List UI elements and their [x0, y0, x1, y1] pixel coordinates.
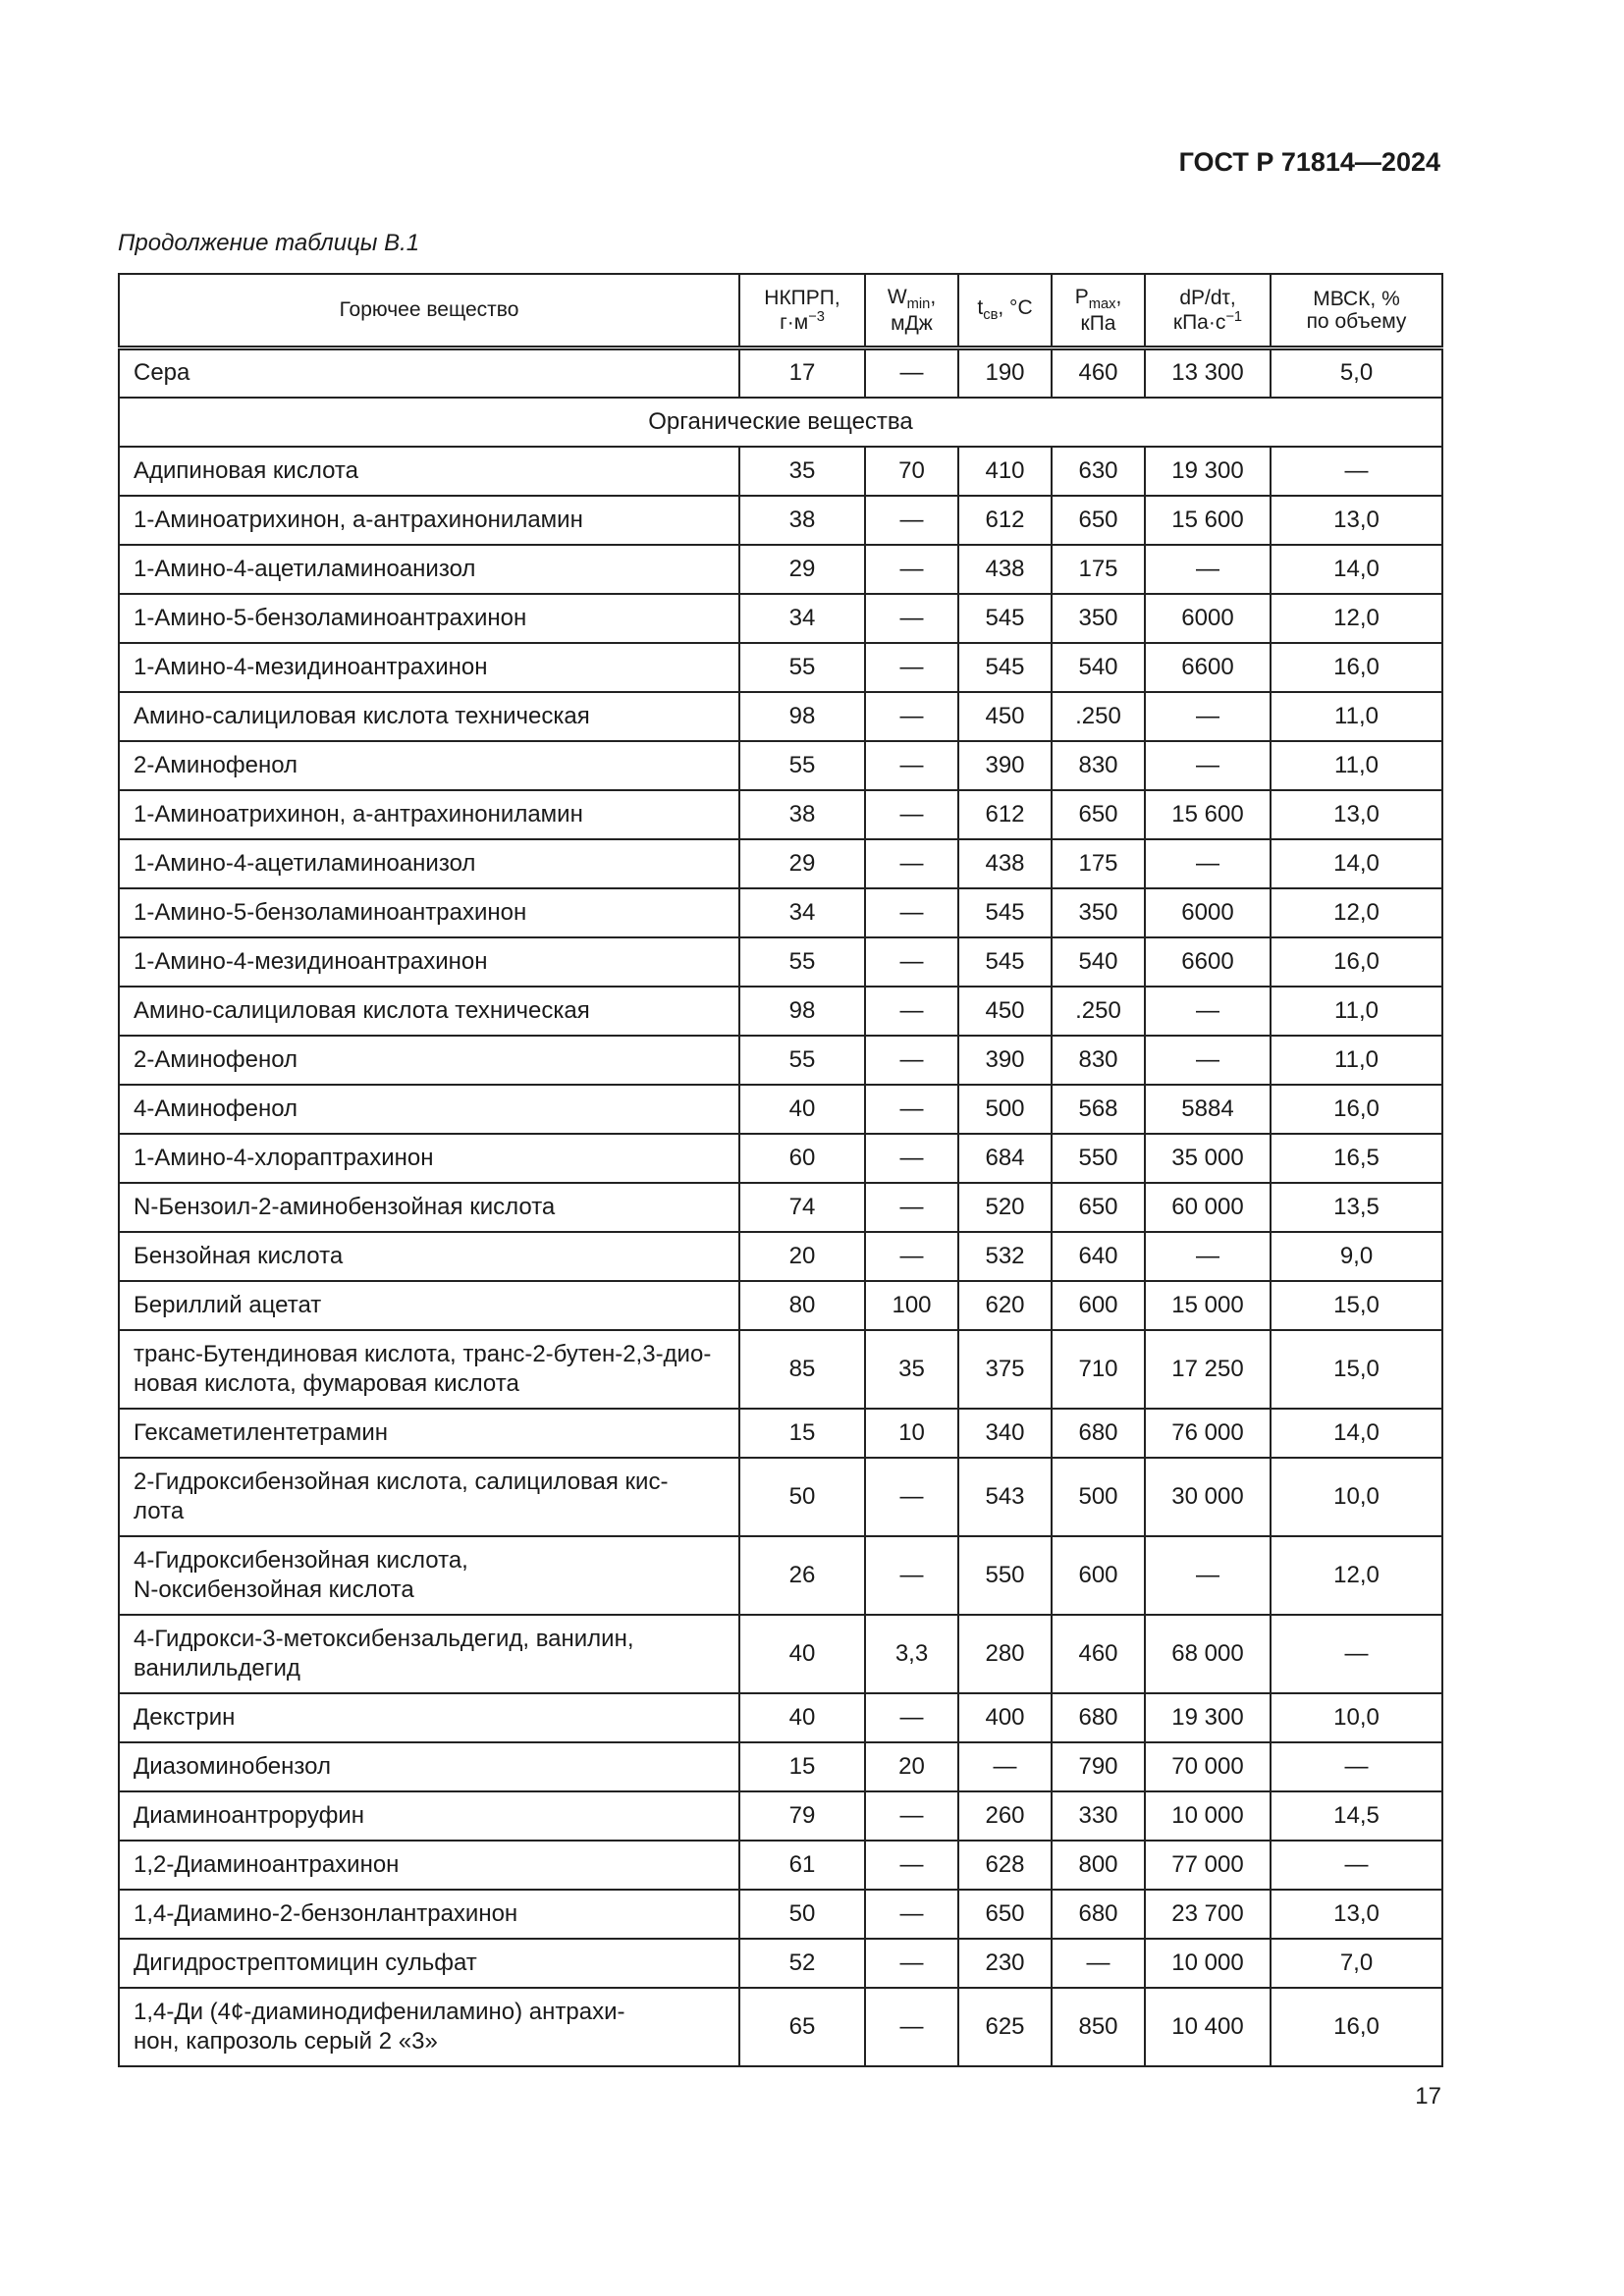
cell-mvsk: 13,0: [1271, 496, 1442, 545]
cell-pmax: 650: [1052, 790, 1145, 839]
cell-substance: 4-Гидрокси-3-метоксибензальдегид, ванилин, ванилильдегид: [119, 1615, 739, 1693]
cell-nkprp: 55: [739, 937, 865, 987]
cell-dpdt: 60 000: [1145, 1183, 1271, 1232]
cell-substance: Амино-салициловая кислота техническая: [119, 987, 739, 1036]
cell-wmin: —: [865, 1458, 958, 1536]
cell-pmax: .250: [1052, 692, 1145, 741]
cell-nkprp: 15: [739, 1409, 865, 1458]
cell-substance: 4-Аминофенол: [119, 1085, 739, 1134]
cell-tsv: 612: [958, 790, 1052, 839]
cell-mvsk: 15,0: [1271, 1281, 1442, 1330]
cell-wmin: 70: [865, 447, 958, 496]
cell-nkprp: 61: [739, 1841, 865, 1890]
cell-wmin: —: [865, 1232, 958, 1281]
cell-tsv: 450: [958, 987, 1052, 1036]
cell-substance: Гексаметилентетрамин: [119, 1409, 739, 1458]
section-row: [119, 398, 1442, 447]
cell-dpdt: 23 700: [1145, 1890, 1271, 1939]
cell-nkprp: 15: [739, 1742, 865, 1791]
cell-wmin: —: [865, 1791, 958, 1841]
cell-substance: 2-Аминофенол: [119, 1036, 739, 1085]
cell-tsv: 628: [958, 1841, 1052, 1890]
cell-dpdt: 68 000: [1145, 1615, 1271, 1693]
cell-tsv: 550: [958, 1536, 1052, 1615]
cell-dpdt: —: [1145, 545, 1271, 594]
cell-substance: Дигидрострептомицин сульфат: [119, 1939, 739, 1988]
cell-mvsk: 12,0: [1271, 1536, 1442, 1615]
table-row: [119, 1232, 1442, 1281]
table-row: [119, 1330, 1442, 1409]
cell-mvsk: 10,0: [1271, 1458, 1442, 1536]
cell-pmax: 710: [1052, 1330, 1145, 1409]
cell-dpdt: 15 000: [1145, 1281, 1271, 1330]
cell-substance: Бериллий ацетат: [119, 1281, 739, 1330]
cell-mvsk: 12,0: [1271, 888, 1442, 937]
table-row: [119, 1085, 1442, 1134]
table-row: [119, 348, 1442, 398]
cell-tsv: 543: [958, 1458, 1052, 1536]
table-row: [119, 1890, 1442, 1939]
cell-pmax: 680: [1052, 1890, 1145, 1939]
cell-substance: 1,2-Диаминоантрахинон: [119, 1841, 739, 1890]
col-header-mvsk: МВСК, % по объему: [1271, 274, 1442, 348]
cell-nkprp: 34: [739, 594, 865, 643]
cell-tsv: 400: [958, 1693, 1052, 1742]
cell-pmax: 330: [1052, 1791, 1145, 1841]
cell-nkprp: 35: [739, 447, 865, 496]
cell-tsv: 410: [958, 447, 1052, 496]
cell-nkprp: 65: [739, 1988, 865, 2066]
cell-mvsk: 13,0: [1271, 790, 1442, 839]
cell-mvsk: 14,0: [1271, 1409, 1442, 1458]
cell-substance: 2-Гидроксибензойная кислота, салициловая кис- лота: [119, 1458, 739, 1536]
cell-wmin: 10: [865, 1409, 958, 1458]
cell-tsv: —: [958, 1742, 1052, 1791]
cell-wmin: —: [865, 594, 958, 643]
cell-pmax: 460: [1052, 1615, 1145, 1693]
table-row: [119, 594, 1442, 643]
cell-tsv: 532: [958, 1232, 1052, 1281]
cell-dpdt: —: [1145, 839, 1271, 888]
cell-wmin: —: [865, 1183, 958, 1232]
cell-wmin: —: [865, 692, 958, 741]
cell-substance: 1-Амино-5-бензоламиноантрахинон: [119, 888, 739, 937]
cell-pmax: 830: [1052, 741, 1145, 790]
cell-dpdt: 30 000: [1145, 1458, 1271, 1536]
table-row: [119, 496, 1442, 545]
cell-pmax: 850: [1052, 1988, 1145, 2066]
cell-wmin: —: [865, 937, 958, 987]
table-row: [119, 1841, 1442, 1890]
cell-nkprp: 74: [739, 1183, 865, 1232]
cell-mvsk: —: [1271, 1742, 1442, 1791]
table-caption: Продолжение таблицы В.1: [118, 230, 420, 256]
cell-dpdt: 15 600: [1145, 790, 1271, 839]
cell-tsv: 545: [958, 888, 1052, 937]
table-row: [119, 1742, 1442, 1791]
cell-nkprp: 17: [739, 348, 865, 398]
cell-mvsk: 13,5: [1271, 1183, 1442, 1232]
cell-mvsk: 10,0: [1271, 1693, 1442, 1742]
cell-pmax: 640: [1052, 1232, 1145, 1281]
cell-pmax: 175: [1052, 545, 1145, 594]
cell-wmin: —: [865, 1693, 958, 1742]
cell-mvsk: 5,0: [1271, 348, 1442, 398]
cell-substance: 1-Амино-4-мезидиноантрахинон: [119, 643, 739, 692]
cell-tsv: 500: [958, 1085, 1052, 1134]
cell-dpdt: 6600: [1145, 643, 1271, 692]
cell-wmin: —: [865, 888, 958, 937]
cell-wmin: —: [865, 1036, 958, 1085]
cell-pmax: 500: [1052, 1458, 1145, 1536]
cell-tsv: 545: [958, 937, 1052, 987]
cell-wmin: —: [865, 741, 958, 790]
cell-wmin: —: [865, 1085, 958, 1134]
cell-tsv: 260: [958, 1791, 1052, 1841]
cell-pmax: 175: [1052, 839, 1145, 888]
cell-dpdt: —: [1145, 741, 1271, 790]
cell-mvsk: 14,0: [1271, 545, 1442, 594]
cell-nkprp: 50: [739, 1890, 865, 1939]
cell-nkprp: 38: [739, 790, 865, 839]
cell-pmax: 650: [1052, 1183, 1145, 1232]
cell-dpdt: 76 000: [1145, 1409, 1271, 1458]
page-number: 17: [1415, 2083, 1441, 2109]
cell-pmax: 568: [1052, 1085, 1145, 1134]
cell-wmin: —: [865, 496, 958, 545]
cell-pmax: 540: [1052, 643, 1145, 692]
cell-dpdt: 5884: [1145, 1085, 1271, 1134]
cell-nkprp: 52: [739, 1939, 865, 1988]
cell-dpdt: —: [1145, 692, 1271, 741]
cell-pmax: 800: [1052, 1841, 1145, 1890]
cell-wmin: —: [865, 1939, 958, 1988]
table-row: [119, 692, 1442, 741]
cell-dpdt: —: [1145, 1036, 1271, 1085]
cell-wmin: 3,3: [865, 1615, 958, 1693]
cell-dpdt: —: [1145, 1232, 1271, 1281]
cell-substance: 1,4-Ди (4¢-диаминодифениламино) антрахи- нон, капрозоль серый 2 «3»: [119, 1988, 739, 2066]
table-row: [119, 1988, 1442, 2066]
cell-mvsk: 12,0: [1271, 594, 1442, 643]
table-row: [119, 545, 1442, 594]
cell-tsv: 280: [958, 1615, 1052, 1693]
cell-mvsk: 11,0: [1271, 1036, 1442, 1085]
cell-substance: 1-Амино-4-ацетиламиноанизол: [119, 839, 739, 888]
table-row: [119, 839, 1442, 888]
cell-mvsk: —: [1271, 1615, 1442, 1693]
cell-nkprp: 60: [739, 1134, 865, 1183]
cell-nkprp: 34: [739, 888, 865, 937]
cell-dpdt: 19 300: [1145, 1693, 1271, 1742]
cell-tsv: 684: [958, 1134, 1052, 1183]
cell-nkprp: 79: [739, 1791, 865, 1841]
col-header-substance: Горючее вещество: [119, 274, 739, 348]
cell-pmax: 680: [1052, 1693, 1145, 1742]
table-row: [119, 741, 1442, 790]
cell-substance: 1-Аминоатрихинон, а-антрахинониламин: [119, 496, 739, 545]
cell-wmin: —: [865, 839, 958, 888]
cell-wmin: 100: [865, 1281, 958, 1330]
cell-pmax: 460: [1052, 348, 1145, 398]
cell-tsv: 438: [958, 839, 1052, 888]
cell-tsv: 625: [958, 1988, 1052, 2066]
cell-wmin: —: [865, 790, 958, 839]
cell-tsv: 450: [958, 692, 1052, 741]
cell-mvsk: 14,5: [1271, 1791, 1442, 1841]
cell-nkprp: 20: [739, 1232, 865, 1281]
col-header-wmin: $W_{min}$, мДж: [865, 274, 958, 348]
cell-wmin: —: [865, 348, 958, 398]
cell-substance: Диаминоантроруфин: [119, 1791, 739, 1841]
cell-nkprp: 85: [739, 1330, 865, 1409]
cell-pmax: —: [1052, 1939, 1145, 1988]
table-row: [119, 987, 1442, 1036]
table-row: [119, 447, 1442, 496]
data-table: [118, 273, 1443, 2067]
cell-wmin: 35: [865, 1330, 958, 1409]
cell-nkprp: 98: [739, 692, 865, 741]
cell-mvsk: 13,0: [1271, 1890, 1442, 1939]
cell-pmax: 350: [1052, 594, 1145, 643]
table-header-row: [119, 274, 1442, 348]
cell-tsv: 545: [958, 594, 1052, 643]
cell-dpdt: 19 300: [1145, 447, 1271, 496]
cell-substance: 1-Амино-4-ацетиламиноанизол: [119, 545, 739, 594]
cell-dpdt: 10 000: [1145, 1939, 1271, 1988]
table-row: [119, 1693, 1442, 1742]
cell-mvsk: 14,0: [1271, 839, 1442, 888]
cell-mvsk: 7,0: [1271, 1939, 1442, 1988]
cell-pmax: 550: [1052, 1134, 1145, 1183]
cell-tsv: 520: [958, 1183, 1052, 1232]
col-header-nkprp: НКПРП, $г\cdot м^{-3}$: [739, 274, 865, 348]
cell-tsv: 390: [958, 1036, 1052, 1085]
cell-tsv: 620: [958, 1281, 1052, 1330]
table-row: [119, 888, 1442, 937]
cell-dpdt: 6000: [1145, 594, 1271, 643]
table-row: [119, 1939, 1442, 1988]
cell-nkprp: 40: [739, 1085, 865, 1134]
cell-tsv: 612: [958, 496, 1052, 545]
cell-mvsk: 11,0: [1271, 987, 1442, 1036]
cell-tsv: 545: [958, 643, 1052, 692]
cell-mvsk: 16,0: [1271, 1085, 1442, 1134]
cell-pmax: 680: [1052, 1409, 1145, 1458]
cell-substance: Бензойная кислота: [119, 1232, 739, 1281]
cell-nkprp: 26: [739, 1536, 865, 1615]
cell-dpdt: 77 000: [1145, 1841, 1271, 1890]
cell-substance: 4-Гидроксибензойная кислота, N-оксибензойная кислота: [119, 1536, 739, 1615]
section-label: Органические вещества: [119, 398, 1442, 447]
cell-tsv: 375: [958, 1330, 1052, 1409]
cell-substance: 1-Амино-5-бензоламиноантрахинон: [119, 594, 739, 643]
standard-code: ГОСТ Р 71814—2024: [1178, 147, 1440, 177]
cell-mvsk: 16,0: [1271, 1988, 1442, 2066]
cell-wmin: —: [865, 1134, 958, 1183]
cell-mvsk: 11,0: [1271, 741, 1442, 790]
cell-substance: 1-Амино-4-хлораптрахинон: [119, 1134, 739, 1183]
table-row: [119, 1615, 1442, 1693]
cell-substance: Адипиновая кислота: [119, 447, 739, 496]
cell-mvsk: 16,0: [1271, 937, 1442, 987]
col-header-tsv: $t_{св}$, °C: [958, 274, 1052, 348]
table-row: [119, 1536, 1442, 1615]
cell-dpdt: 10 000: [1145, 1791, 1271, 1841]
cell-dpdt: 35 000: [1145, 1134, 1271, 1183]
cell-pmax: 600: [1052, 1281, 1145, 1330]
cell-substance: Диазоминобензол: [119, 1742, 739, 1791]
cell-nkprp: 80: [739, 1281, 865, 1330]
cell-nkprp: 40: [739, 1615, 865, 1693]
cell-tsv: 438: [958, 545, 1052, 594]
cell-dpdt: 6600: [1145, 937, 1271, 987]
table-row: [119, 1791, 1442, 1841]
col-header-pmax: $P_{max}$, кПа: [1052, 274, 1145, 348]
cell-tsv: 650: [958, 1890, 1052, 1939]
cell-tsv: 190: [958, 348, 1052, 398]
cell-tsv: 390: [958, 741, 1052, 790]
cell-pmax: 600: [1052, 1536, 1145, 1615]
cell-wmin: —: [865, 1536, 958, 1615]
cell-nkprp: 40: [739, 1693, 865, 1742]
cell-substance: 1-Аминоатрихинон, а-антрахинониламин: [119, 790, 739, 839]
cell-wmin: —: [865, 545, 958, 594]
cell-nkprp: 38: [739, 496, 865, 545]
cell-tsv: 340: [958, 1409, 1052, 1458]
cell-pmax: 830: [1052, 1036, 1145, 1085]
cell-dpdt: 70 000: [1145, 1742, 1271, 1791]
cell-mvsk: 15,0: [1271, 1330, 1442, 1409]
cell-nkprp: 55: [739, 741, 865, 790]
cell-nkprp: 50: [739, 1458, 865, 1536]
cell-mvsk: —: [1271, 1841, 1442, 1890]
cell-mvsk: 9,0: [1271, 1232, 1442, 1281]
cell-dpdt: 17 250: [1145, 1330, 1271, 1409]
cell-mvsk: 16,0: [1271, 643, 1442, 692]
table-row: [119, 1281, 1442, 1330]
cell-pmax: 540: [1052, 937, 1145, 987]
cell-dpdt: 10 400: [1145, 1988, 1271, 2066]
cell-mvsk: 16,5: [1271, 1134, 1442, 1183]
cell-substance: 1-Амино-4-мезидиноантрахинон: [119, 937, 739, 987]
cell-nkprp: 29: [739, 545, 865, 594]
cell-wmin: —: [865, 1988, 958, 2066]
cell-dpdt: —: [1145, 1536, 1271, 1615]
col-header-dpdt: dP/dτ, $кПа\cdot с^{-1}$: [1145, 274, 1271, 348]
cell-pmax: 650: [1052, 496, 1145, 545]
cell-wmin: —: [865, 643, 958, 692]
cell-pmax: 790: [1052, 1742, 1145, 1791]
cell-pmax: 630: [1052, 447, 1145, 496]
cell-wmin: —: [865, 1890, 958, 1939]
cell-dpdt: 15 600: [1145, 496, 1271, 545]
cell-nkprp: 98: [739, 987, 865, 1036]
cell-tsv: 230: [958, 1939, 1052, 1988]
cell-pmax: .250: [1052, 987, 1145, 1036]
table-row: [119, 790, 1442, 839]
cell-dpdt: 6000: [1145, 888, 1271, 937]
table-row: [119, 1036, 1442, 1085]
cell-mvsk: —: [1271, 447, 1442, 496]
table-row: [119, 1183, 1442, 1232]
table-row: [119, 1458, 1442, 1536]
cell-nkprp: 55: [739, 643, 865, 692]
cell-nkprp: 55: [739, 1036, 865, 1085]
table-row: [119, 1409, 1442, 1458]
table-row: [119, 643, 1442, 692]
cell-substance: транс-Бутендиновая кислота, транс-2-бутен-2,3-дио- новая кислота, фумаровая кислота: [119, 1330, 739, 1409]
cell-wmin: —: [865, 987, 958, 1036]
cell-mvsk: 11,0: [1271, 692, 1442, 741]
cell-substance: N-Бензоил-2-аминобензойная кислота: [119, 1183, 739, 1232]
cell-substance: 2-Аминофенол: [119, 741, 739, 790]
cell-substance: Амино-салициловая кислота техническая: [119, 692, 739, 741]
cell-dpdt: —: [1145, 987, 1271, 1036]
cell-wmin: —: [865, 1841, 958, 1890]
cell-pmax: 350: [1052, 888, 1145, 937]
cell-nkprp: 29: [739, 839, 865, 888]
cell-wmin: 20: [865, 1742, 958, 1791]
cell-substance: Сера: [119, 348, 739, 398]
table-row: [119, 1134, 1442, 1183]
table-row: [119, 937, 1442, 987]
cell-dpdt: 13 300: [1145, 348, 1271, 398]
cell-substance: Декстрин: [119, 1693, 739, 1742]
cell-substance: 1,4-Диамино-2-бензонлантрахинон: [119, 1890, 739, 1939]
